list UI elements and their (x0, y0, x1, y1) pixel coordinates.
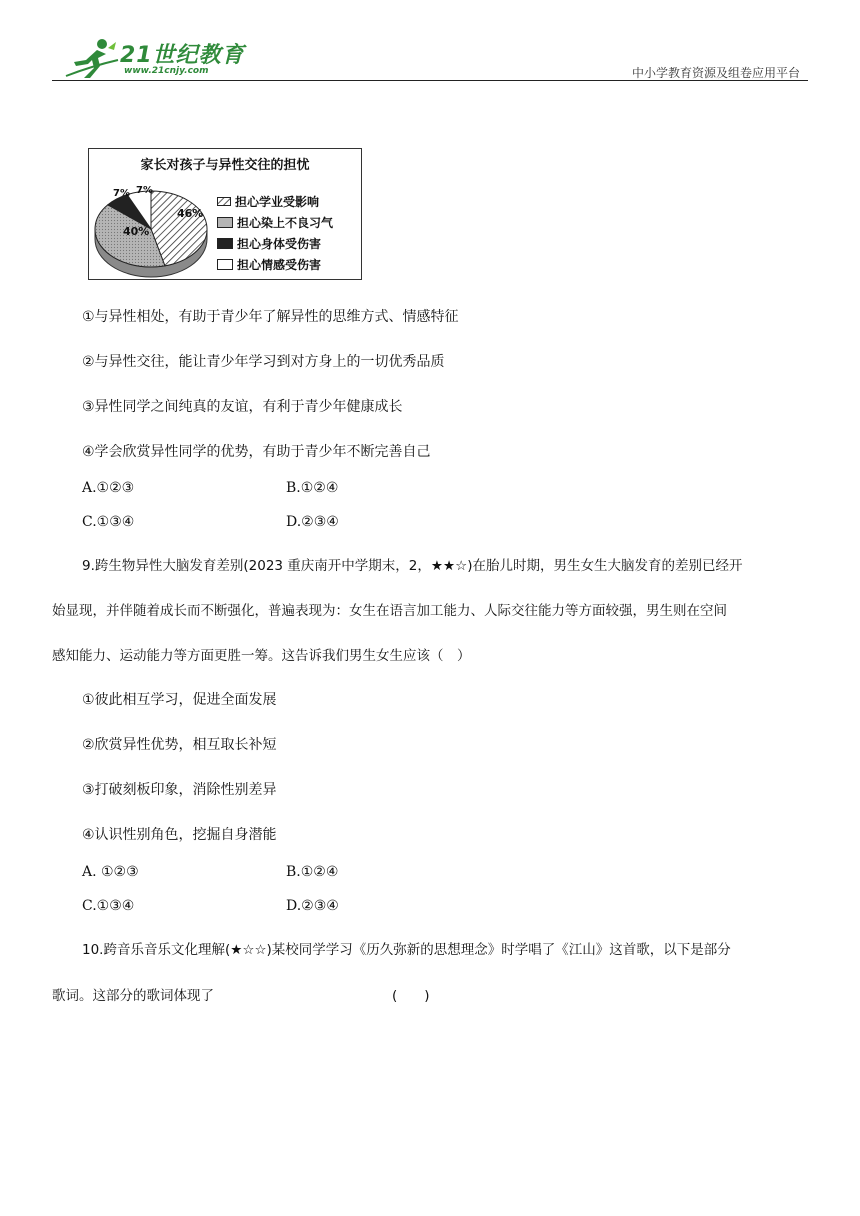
chart-legend (217, 191, 357, 275)
legend-label: 担心染上不良习气 (237, 216, 334, 230)
legend-item (217, 254, 357, 275)
gray-swatch-icon (217, 217, 233, 228)
pie-value-label: 7% (113, 188, 130, 199)
legend-item (217, 233, 357, 254)
chart-title: 家长对孩子与异性交往的担忧 (140, 158, 310, 173)
legend-item (217, 191, 357, 212)
hatched-swatch-icon (217, 197, 231, 206)
q8-option-b[interactable]: B.①②④ (286, 480, 339, 496)
q8-statement: ①与异性相处，有助于青少年了解异性的思维方式、情感特征 (82, 309, 459, 325)
dark-swatch-icon (217, 238, 233, 249)
q8-statement: ②与异性交往，能让青少年学习到对方身上的一切优秀品质 (82, 354, 445, 370)
q10-answer-blank[interactable]: ( ) (392, 988, 430, 1004)
q8-option-c[interactable]: C.①③④ (82, 514, 135, 530)
pie-value-label: 40% (123, 225, 150, 238)
pie-value-label: 7% (136, 185, 153, 196)
q9-statement: ③打破刻板印象，消除性别差异 (82, 782, 277, 798)
q9-statement: ④认识性别角色，挖掘自身潜能 (82, 827, 277, 843)
pie-chart-figure (88, 148, 362, 280)
runner-icon (62, 36, 122, 80)
q9-stem: 感知能力、运动能力等方面更胜一筹。这告诉我们男生女生应该（ ） (52, 648, 471, 664)
q9-option-c[interactable]: C.①③④ (82, 898, 135, 914)
q8-statement: ③异性同学之间纯真的友谊，有利于青少年健康成长 (82, 399, 403, 415)
q9-statement: ②欣赏异性优势，相互取长补短 (82, 737, 277, 753)
q8-option-d[interactable]: D.②③④ (286, 514, 339, 530)
site-logo[interactable] (62, 36, 262, 82)
q9-stem: 始显现，并伴随着成长而不断强化，普遍表现为：女生在语言加工能力、人际交往能力等方面较强，男生则在空间 (52, 603, 727, 619)
header-divider (52, 80, 808, 81)
logo-url: www.21cnjy.com (124, 66, 209, 76)
q10-stem: 10.跨音乐音乐文化理解(★☆☆)某校同学学习《历久弥新的思想理念》时学唱了《江山》这首歌，以下是部分 (82, 942, 731, 958)
logo-text: 21世纪教育 (120, 43, 245, 68)
q9-option-d[interactable]: D.②③④ (286, 898, 339, 914)
legend-item (217, 212, 357, 233)
q9-option-a[interactable]: A. ①②③ (82, 864, 139, 880)
pie-value-label: 46% (177, 207, 204, 220)
q9-option-b[interactable]: B.①②④ (286, 864, 339, 880)
q9-statement: ①彼此相互学习，促进全面发展 (82, 692, 277, 708)
legend-label: 担心学业受影响 (235, 195, 320, 209)
pie-chart (89, 171, 219, 281)
page-header (52, 36, 808, 82)
q8-option-a[interactable]: A.①②③ (82, 480, 135, 496)
legend-label: 担心身体受伤害 (237, 237, 322, 251)
q8-statement: ④学会欣赏异性同学的优势，有助于青少年不断完善自己 (82, 444, 431, 460)
platform-label: 中小学教育资源及组卷应用平台 (631, 66, 800, 80)
q10-stem: 歌词。这部分的歌词体现了 (52, 988, 214, 1004)
q9-stem: 9.跨生物异性大脑发育差别(2023 重庆南开中学期末，2，★★☆)在胎儿时期，男生女生大脑发育的差别已经开 (82, 558, 743, 574)
white-swatch-icon (217, 259, 233, 270)
legend-label: 担心情感受伤害 (237, 258, 322, 272)
